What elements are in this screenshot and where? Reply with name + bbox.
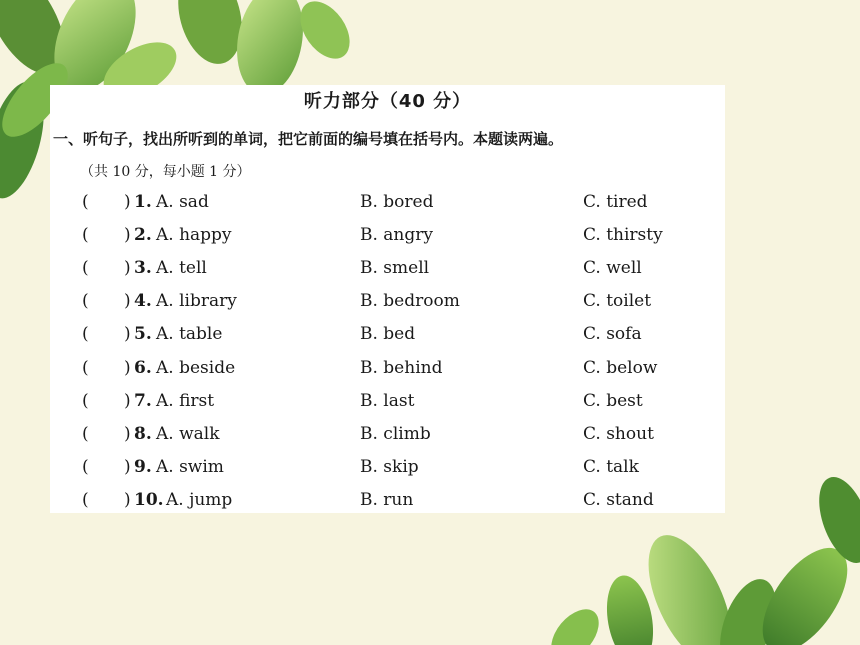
open-paren: ( — [82, 423, 89, 444]
question-row — [50, 192, 725, 220]
question-row — [50, 291, 725, 319]
question-number: 6. — [134, 357, 152, 378]
option-c: C. shout — [583, 423, 654, 444]
close-paren: ) — [124, 258, 131, 279]
option-b: B. angry — [360, 225, 433, 246]
option-c: C. well — [583, 258, 642, 279]
open-paren: ( — [82, 192, 89, 212]
option-b: B. climb — [360, 423, 431, 444]
question-row — [50, 358, 725, 386]
close-paren: ) — [124, 489, 131, 510]
option-c: C. sofa — [583, 324, 642, 345]
option-a: A. table — [156, 324, 223, 345]
option-a: A. beside — [156, 357, 236, 378]
close-paren: ) — [124, 192, 131, 212]
close-paren: ) — [124, 225, 131, 246]
question-number: 1. — [134, 192, 152, 212]
exam-sheet — [50, 85, 725, 513]
option-b: B. bed — [360, 324, 416, 345]
option-c: C. tired — [583, 192, 648, 212]
option-a: A. happy — [156, 225, 232, 246]
question-row — [50, 258, 725, 286]
option-c: C. best — [583, 390, 643, 411]
question-row — [50, 391, 725, 419]
question-row — [50, 457, 725, 485]
option-b: B. bedroom — [360, 291, 460, 312]
option-c: C. talk — [583, 456, 639, 477]
question-number: 3. — [134, 258, 152, 279]
option-b: B. skip — [360, 456, 419, 477]
close-paren: ) — [124, 324, 131, 345]
question-number: 9. — [134, 456, 152, 477]
open-paren: ( — [82, 390, 89, 411]
option-b: B. bored — [360, 192, 434, 212]
option-a: A. first — [156, 390, 215, 411]
option-c: C. toilet — [583, 291, 652, 312]
close-paren: ) — [124, 357, 131, 378]
open-paren: ( — [82, 291, 89, 312]
question-number: 7. — [134, 390, 152, 411]
option-b: B. behind — [360, 357, 443, 378]
option-a: A. jump — [166, 489, 233, 510]
question-number: 4. — [134, 291, 152, 312]
instruction-text: 一、听句子，找出所听到的单词，把它前面的编号填在括号内。本题读两遍。 — [53, 130, 564, 148]
option-c: C. stand — [583, 489, 654, 510]
question-row — [50, 225, 725, 253]
close-paren: ) — [124, 390, 131, 411]
close-paren: ) — [124, 291, 131, 312]
close-paren: ) — [124, 456, 131, 477]
open-paren: ( — [82, 456, 89, 477]
question-row — [50, 324, 725, 352]
open-paren: ( — [82, 357, 89, 378]
option-a: A. tell — [156, 258, 207, 279]
section-title: 听力部分（40 分） — [303, 91, 472, 112]
question-number: 8. — [134, 423, 152, 444]
question-number: 2. — [134, 225, 152, 246]
option-a: A. library — [156, 291, 237, 312]
question-number: 5. — [134, 324, 152, 345]
question-number: 10. — [134, 489, 164, 510]
option-b: B. smell — [360, 258, 430, 279]
close-paren: ) — [124, 423, 131, 444]
option-c: C. below — [583, 357, 658, 378]
open-paren: ( — [82, 489, 89, 510]
option-c: C. thirsty — [583, 225, 663, 246]
score-note: （共 10 分，每小题 1 分） — [80, 164, 251, 180]
question-row — [50, 424, 725, 452]
question-row — [50, 490, 725, 518]
open-paren: ( — [82, 324, 89, 345]
open-paren: ( — [82, 258, 89, 279]
option-b: B. run — [360, 489, 414, 510]
option-b: B. last — [360, 390, 415, 411]
option-a: A. walk — [156, 423, 220, 444]
option-a: A. swim — [156, 456, 224, 477]
open-paren: ( — [82, 225, 89, 246]
option-a: A. sad — [156, 192, 209, 212]
